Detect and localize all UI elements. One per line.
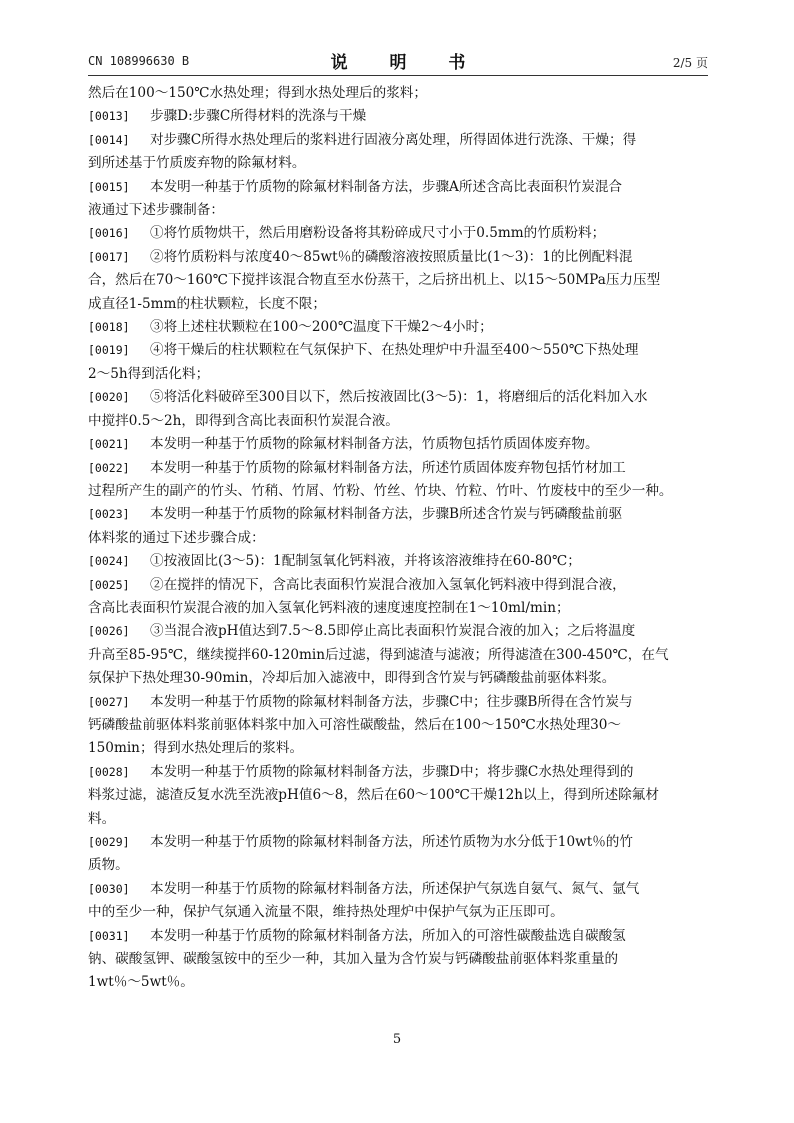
line-text: 中搅拌0.5～2h，即得到含高比表面积竹炭混合液。 — [88, 412, 399, 429]
line-text: 料浆过滤，滤渣反复水洗至洗液pH值6～8，然后在60～100℃干燥12h以上，得到所述除氟材 — [88, 787, 659, 804]
document-title: 说 明 书 — [330, 53, 484, 73]
continuation-line — [88, 152, 710, 175]
continuation-line — [88, 948, 710, 971]
page-count: 2/5 页 — [672, 56, 708, 70]
continuation-line — [88, 784, 710, 807]
line-text: 本发明一种基于竹质物的除氟材料制备方法，竹质物包括竹质固体废弃物。 — [150, 436, 599, 453]
paragraph-number: [0029] — [88, 835, 130, 849]
line-text: 料。 — [88, 810, 116, 827]
continuation-line — [88, 82, 710, 105]
paragraph-line — [88, 878, 710, 901]
line-text: 本发明一种基于竹质物的除氟材料制备方法，步骤D中；将步骤C水热处理得到的 — [150, 763, 634, 780]
line-text: 升高至85-95℃，继续搅拌60-120min后过滤，得到滤渣与滤液；所得滤渣在300-450℃，在气 — [88, 646, 669, 663]
paragraph-line — [88, 503, 710, 526]
line-text: ⑤将活化料破碎至300目以下，然后按液固比(3～5)：1，将磨细后的活化料加入水 — [150, 389, 648, 406]
line-text: ①将竹质物烘干，然后用磨粉设备将其粉碎成尺寸小于0.5mm的竹质粉料； — [150, 225, 606, 242]
paragraph-number: [0013] — [88, 109, 130, 124]
line-text: 氛保护下热处理30-90min，冷却后加入滤液中，即得到含竹炭与钙磷酸盐前驱体料浆。 — [88, 670, 616, 687]
paragraph-number: [0014] — [88, 132, 130, 147]
line-text: ③将上述柱状颗粒在100～200℃温度下干燥2～4小时； — [150, 319, 493, 336]
paragraph-number: [0019] — [88, 343, 130, 358]
paragraph-number: [0030] — [88, 881, 130, 896]
paragraph-line — [88, 574, 710, 597]
line-text: 步骤D:步骤C所得材料的洗涤与干燥 — [150, 108, 367, 125]
paragraph-line — [88, 176, 710, 199]
continuation-line — [88, 199, 710, 222]
continuation-line — [88, 737, 710, 760]
paragraph-line — [88, 129, 710, 152]
paragraph-number: [0025] — [88, 577, 130, 592]
line-text: 钙磷酸盐前驱体料浆前驱体料浆中加入可溶性碳酸盐，然后在100～150℃水热处理30～ — [88, 716, 621, 733]
continuation-line — [88, 410, 710, 433]
line-text: ③当混合液pH值达到7.5～8.5即停止高比表面积竹炭混合液的加入；之后将温度 — [150, 623, 636, 640]
line-text: 对步骤C所得水热处理后的浆料进行固液分离处理，所得固体进行洗涤、干燥；得 — [150, 131, 637, 148]
paragraph-number: [0027] — [88, 694, 130, 709]
paragraph-number: [0022] — [88, 460, 130, 475]
continuation-line — [88, 527, 710, 550]
line-text: 然后在100～150℃水热处理；得到水热处理后的浆料； — [88, 85, 427, 101]
continuation-line — [88, 667, 710, 690]
paragraph-number: [0031] — [88, 928, 130, 943]
paragraph-number: [0028] — [88, 764, 130, 779]
paragraph-number: [0020] — [88, 390, 130, 405]
continuation-line — [88, 808, 710, 831]
line-text: 到所述基于竹质废弃物的除氟材料。 — [88, 155, 306, 172]
line-text: 中的至少一种，保护气氛通入流量不限，维持热处理炉中保护气氛为正压即可。 — [88, 904, 564, 921]
paragraph-number: [0018] — [88, 320, 130, 335]
paragraph-line — [88, 246, 710, 269]
line-text: 合，然后在70～160℃下搅拌该混合物直至水份蒸干，之后挤出机上、以15～50MPa压力压型 — [88, 272, 661, 289]
continuation-line — [88, 901, 710, 924]
line-text: 成直径1-5mm的柱状颗粒，长度不限； — [88, 295, 326, 312]
line-text: ①按液固比(3～5)：1配制氢氧化钙料液，并将该溶液维持在60-80℃； — [150, 553, 581, 570]
line-text: 本发明一种基于竹质物的除氟材料制备方法，所述竹质物为水分低于10wt％的竹 — [150, 834, 633, 850]
line-text: 150min；得到水热处理后的浆料。 — [88, 740, 304, 757]
line-text: 1wt％～5wt％。 — [88, 974, 194, 991]
line-text: 质物。 — [88, 857, 129, 874]
page-number: 5 — [392, 1032, 402, 1047]
publication-number: CN 108996630 B — [88, 54, 190, 68]
paragraph-line — [88, 691, 710, 714]
paragraph-line — [88, 222, 710, 245]
paragraph-line — [88, 550, 710, 573]
paragraph-number: [0016] — [88, 226, 130, 241]
continuation-line — [88, 269, 710, 292]
paragraph-number: [0024] — [88, 554, 130, 569]
paragraph-line — [88, 925, 710, 948]
line-text: 过程所产生的副产的竹头、竹稍、竹屑、竹粉、竹丝、竹块、竹粒、竹叶、竹废枝中的至少一种。 — [88, 482, 673, 499]
continuation-line — [88, 854, 710, 877]
line-text: 液通过下述步骤制备： — [88, 202, 224, 219]
line-text: 本发明一种基于竹质物的除氟材料制备方法，所述保护气氛选自氨气、氮气、氩气 — [150, 880, 640, 897]
paragraph-line — [88, 386, 710, 409]
line-text: ②在搅拌的情况下，含高比表面积竹炭混合液加入氢氧化钙料液中得到混合液， — [150, 576, 626, 593]
continuation-line — [88, 714, 710, 737]
continuation-line — [88, 644, 710, 667]
paragraph-line — [88, 316, 710, 339]
continuation-line — [88, 597, 710, 620]
paragraph-line — [88, 339, 710, 362]
page-header — [88, 46, 708, 74]
document-body — [88, 82, 710, 995]
line-text: 本发明一种基于竹质物的除氟材料制备方法，步骤A所述含高比表面积竹炭混合 — [150, 178, 623, 195]
paragraph-line — [88, 457, 710, 480]
line-text: 钠、碳酸氢钾、碳酸氢铵中的至少一种，其加入量为含竹炭与钙磷酸盐前驱体料浆重量的 — [88, 951, 619, 968]
paragraph-line — [88, 620, 710, 643]
line-text: ②将竹质粉料与浓度40～85wt％的磷酸溶液按照质量比(1～3)：1的比例配料混 — [150, 248, 633, 265]
paragraph-line — [88, 433, 710, 456]
paragraph-number: [0026] — [88, 624, 130, 639]
continuation-line — [88, 363, 710, 386]
line-text: 本发明一种基于竹质物的除氟材料制备方法，步骤B所述含竹炭与钙磷酸盐前驱 — [150, 506, 623, 523]
paragraph-number: [0023] — [88, 507, 130, 522]
continuation-line — [88, 293, 710, 316]
line-text: 体料浆的通过下述步骤合成： — [88, 529, 265, 546]
line-text: ④将干燥后的柱状颗粒在气氛保护下、在热处理炉中升温至400～550℃下热处理 — [150, 342, 639, 359]
line-text: 2～5h得到活化料； — [88, 365, 210, 382]
paragraph-line — [88, 761, 710, 784]
paragraph-line — [88, 105, 710, 128]
line-text: 本发明一种基于竹质物的除氟材料制备方法，所加入的可溶性碳酸盐选自碳酸氢 — [150, 927, 626, 944]
continuation-line — [88, 480, 710, 503]
paragraph-number: [0015] — [88, 179, 130, 194]
paragraph-number: [0017] — [88, 249, 130, 264]
line-text: 本发明一种基于竹质物的除氟材料制备方法，步骤C中；往步骤B所得在含竹炭与 — [150, 693, 633, 710]
paragraph-number: [0021] — [88, 437, 130, 452]
line-text: 本发明一种基于竹质物的除氟材料制备方法，所述竹质固体废弃物包括竹材加工 — [150, 459, 626, 476]
paragraph-line — [88, 831, 710, 854]
continuation-line — [88, 971, 710, 994]
header-rule — [88, 75, 708, 76]
line-text: 含高比表面积竹炭混合液的加入氢氧化钙料液的速度速度控制在1～10ml/min； — [88, 599, 570, 616]
